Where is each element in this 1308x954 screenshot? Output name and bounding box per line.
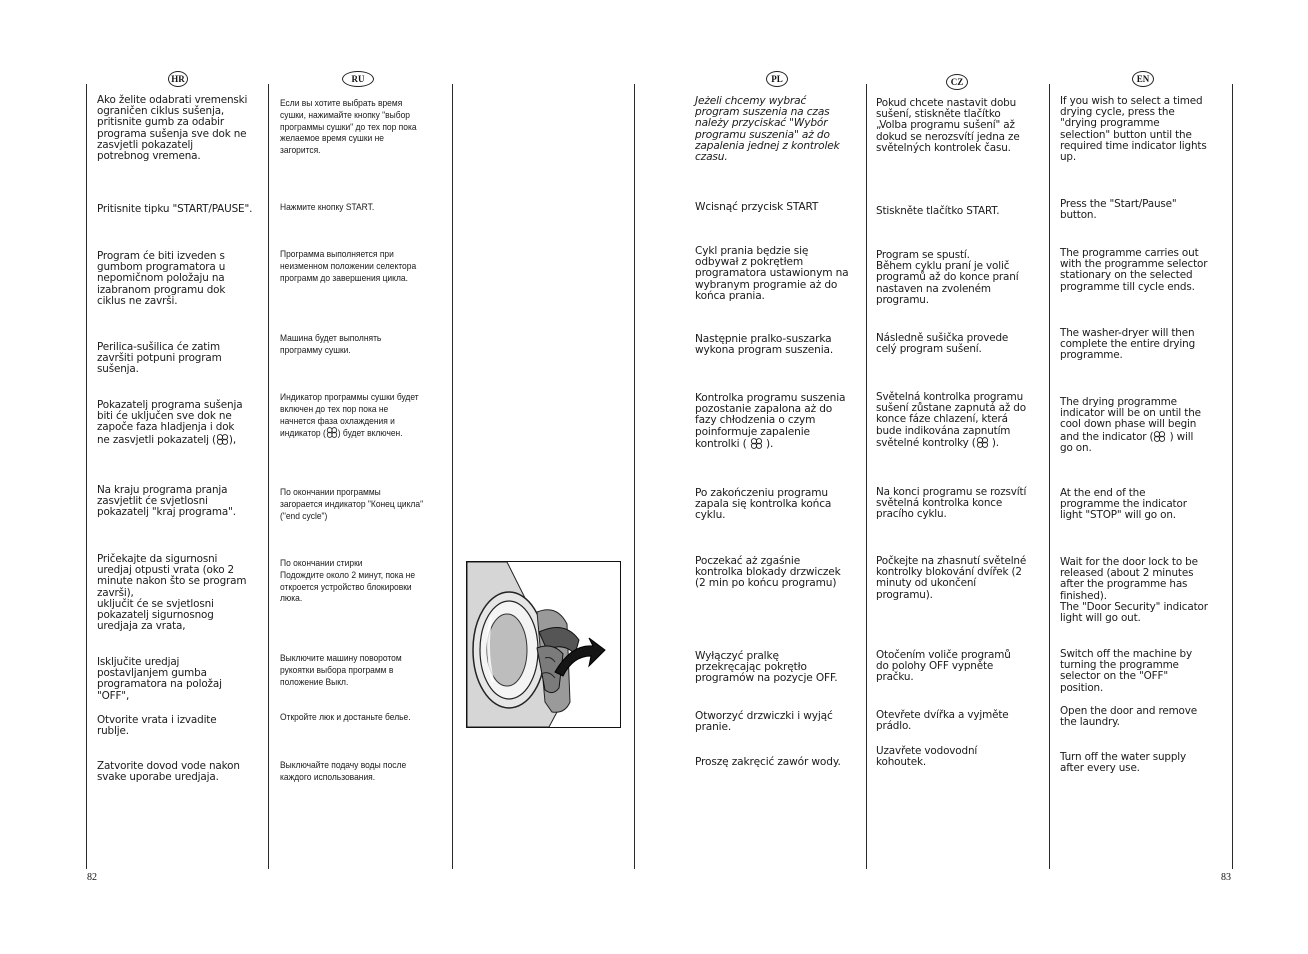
page-number-right: 83 xyxy=(1221,872,1231,883)
cz-step-end-program: Na konci programu se rozsvítí světelná kontrolka konce pracího cyklu. xyxy=(876,486,1027,521)
ru-indicator-tail: ) будет включен. xyxy=(337,428,403,439)
hr-step-program-runs: Program će biti izveden s gumbom programatora u nepomičnom položaju na izabranom programu dok ciklus ne završi. xyxy=(97,250,226,307)
column-divider-pl-cz xyxy=(866,84,867,869)
en-step-open-door: Open the door and remove the laundry. xyxy=(1060,705,1198,729)
cz-indicator-tail: ). xyxy=(991,436,999,449)
cz-step-press-start: Stiskněte tlačítko START. xyxy=(876,205,1000,217)
pl-indicator-tail: ). xyxy=(766,437,774,450)
ru-step-indicator xyxy=(280,392,419,440)
column-divider-figure-pl xyxy=(634,84,635,869)
pl-step-end-program: Po zakończeniu programu zapala się kontrolka końca cyklu. xyxy=(695,487,832,522)
pl-step-open-door: Otworzyć drzwiczki i wyjąć pranie. xyxy=(695,710,833,734)
cz-step-open-door: Otevřete dvířka a vyjměte prádlo. xyxy=(876,709,1009,733)
en-indicator-tail: ) will go on. xyxy=(1060,430,1194,454)
page-number-left: 82 xyxy=(87,872,97,883)
pl-step-program-runs: Cykl prania będzie się odbywał z pokrętłem programatora ustawionym na wybranym programie aż do końca prania. xyxy=(695,245,849,302)
fan-indicator-icon xyxy=(326,427,338,438)
pl-step-water-off: Proszę zakręcić zawór wody. xyxy=(695,756,841,768)
hr-step-drying: Perilica-sušilica će zatim završiti potpuni program sušenja. xyxy=(97,341,222,376)
pl-step-press-start: Wcisnąć przycisk START xyxy=(695,201,819,213)
cz-step-switch-off: Otočením voliče programů do polohy OFF vypněte pračku. xyxy=(876,649,1011,684)
pl-indicator-text: Kontrolka programu suszenia pozostanie zapalona aż do fazy chłodzenia o czym poinformuje zapalenie kontrolki ( xyxy=(695,392,846,450)
ru-step-select-time: Если вы хотите выбрать время сушки, нажимайте кнопку "выбор программы сушки" до тех пор пока желаемое время сушки не загорится. xyxy=(280,98,417,156)
pl-step-switch-off: Wyłączyć pralkę przekręcając pokrętło programów na pozycje OFF. xyxy=(695,650,838,685)
cz-step-indicator xyxy=(876,392,1026,449)
column-divider-cz-en xyxy=(1049,84,1050,869)
language-badge-hr: HR xyxy=(168,71,188,87)
washing-machine-door-drawing xyxy=(467,562,620,727)
language-badge-ru: RU xyxy=(342,71,374,87)
en-step-switch-off: Switch off the machine by turning the programme selector on the "OFF" position. xyxy=(1060,648,1192,694)
cz-step-water-off: Uzavřete vodovodní kohoutek. xyxy=(876,745,978,769)
en-step-indicator xyxy=(1060,397,1201,454)
hr-indicator-tail: ), xyxy=(228,433,236,446)
hr-step-door-lock: Pričekajte da sigurnosni uredjaj otpusti vrata (oko 2 minute nakon što se program završi), uključit će se svjetlosni pokazatelj sigurnosnog uredjaja za vrata, xyxy=(97,553,247,633)
ru-step-program-runs: Программа выполняется при неизменном положении селектора программ до завершения цикла. xyxy=(280,249,417,283)
en-step-press-start: Press the "Start/Pause" button. xyxy=(1060,198,1177,222)
pl-step-select-time: Jeżeli chcemy wybrać program suszenia na czas należy przyciskać "Wybór programu suszenia" aż do zapalenia jednej z kontrolek czasu. xyxy=(695,95,840,164)
column-divider-hr-ru xyxy=(268,84,269,869)
cz-step-select-time: Pokud chcete nastavit dobu sušení, stiskněte tlačítko „Volba programu sušení" až dokud se nerozsvítí jedna ze světelných kontrolek času. xyxy=(876,97,1020,154)
ru-step-water-off: Выключайте подачу воды после каждого использования. xyxy=(280,760,407,782)
en-step-drying: The washer-dryer will then complete the entire drying programme. xyxy=(1060,327,1196,362)
cz-step-program-runs: Program se spustí. Během cyklu praní je volič programů až do konce praní nastaven na zvoleném programu. xyxy=(876,249,1019,306)
hr-step-switch-off: Isključite uredjaj postavljanjem gumba programatora na položaj "OFF", xyxy=(97,656,222,702)
cz-indicator-text: Světelná kontrolka programu sušení zůstane zapnutá až do konce fáze chlazení, která bude indikována zapnutím světelné kontrolky ( xyxy=(876,391,1026,449)
en-step-select-time: If you wish to select a timed drying cycle, press the "drying programme selection" button until the required time indicator lights up. xyxy=(1060,95,1207,164)
ru-step-open-door: Откройте люк и достаньте белье. xyxy=(280,712,411,722)
ru-step-press-start: Нажмите кнопку START. xyxy=(280,202,375,212)
cz-step-door-lock: Počkejte na zhasnutí světelné kontrolky blokování dvířek (2 minuty od ukončení programu). xyxy=(876,555,1027,601)
language-badge-cz: CZ xyxy=(946,74,968,90)
column-divider-hr-left xyxy=(86,84,87,869)
en-indicator-text: The drying programme indicator will be on until the cool down phase will begin and the indicator ( xyxy=(1060,396,1201,443)
language-badge-pl: PL xyxy=(766,71,788,87)
hr-indicator-text: Pokazatelj programa sušenja biti će uključen sve dok ne započe faza hladjenja i dok ne zasvjetli pokazatelj ( xyxy=(97,399,243,446)
cz-step-drying: Následně sušička provede celý program sušení. xyxy=(876,332,1009,356)
fan-indicator-icon xyxy=(750,438,763,449)
ru-step-drying: Машина будет выполнять программу сушки. xyxy=(280,333,382,355)
pl-step-door-lock: Poczekać aż zgaśnie kontrolka blokady drzwiczek (2 min po końcu programu) xyxy=(695,555,841,590)
fan-indicator-icon xyxy=(976,437,989,448)
ru-step-end-program: По окончании программы загорается индикатор "Конец цикла" ("end cycle") xyxy=(280,487,424,521)
language-badge-en: EN xyxy=(1132,71,1154,87)
en-step-end-program: At the end of the programme the indicator light "STOP" will go on. xyxy=(1060,487,1187,522)
column-divider-ru-figure xyxy=(452,84,453,869)
ru-indicator-text: Индикатор программы сушки будет включен до тех пор пока не начнется фаза охлаждения и индикатор ( xyxy=(280,392,419,439)
hr-step-water-off: Zatvorite dovod vode nakon svake uporabe uredjaja. xyxy=(97,760,240,784)
ru-step-switch-off: Выключите машину поворотом рукоятки выбора программ в положение Выкл. xyxy=(280,653,402,687)
fan-indicator-icon xyxy=(216,434,229,445)
pl-step-indicator xyxy=(695,393,845,450)
hr-step-select-time: Ako želite odabrati vremenski ograničen ciklus sušenja, pritisnite gumb za odabir programa sušenja sve dok ne zasvjetli pokazatelj potrebnog vremena. xyxy=(97,94,248,163)
fan-indicator-icon xyxy=(1153,431,1166,442)
en-step-water-off: Turn off the water supply after every use. xyxy=(1060,751,1187,775)
hr-step-open-door: Otvorite vrata i izvadite rublje. xyxy=(97,714,217,738)
pl-step-drying: Następnie pralko-suszarka wykona program suszenia. xyxy=(695,333,834,357)
en-step-door-lock: Wait for the door lock to be released (about 2 minutes after the programme has finished). The "Door Security" indicator light will go out. xyxy=(1060,556,1208,625)
ru-step-door-lock: По окончании стирки Подождите около 2 минут, пока не откроется устройство блокировки люка. xyxy=(280,558,416,604)
column-divider-en-right xyxy=(1232,84,1233,869)
hr-step-indicator xyxy=(97,400,242,446)
washing-machine-door-illustration xyxy=(466,561,621,728)
hr-step-end-program: Na kraju programa pranja zasvjetlit će svjetlosni pokazatelj "kraj programa". xyxy=(97,484,236,519)
hr-step-press-start: Pritisnite tipku "START/PAUSE". xyxy=(97,203,253,215)
en-step-program-runs: The programme carries out with the programme selector stationary on the selected programme till cycle ends. xyxy=(1060,247,1208,293)
